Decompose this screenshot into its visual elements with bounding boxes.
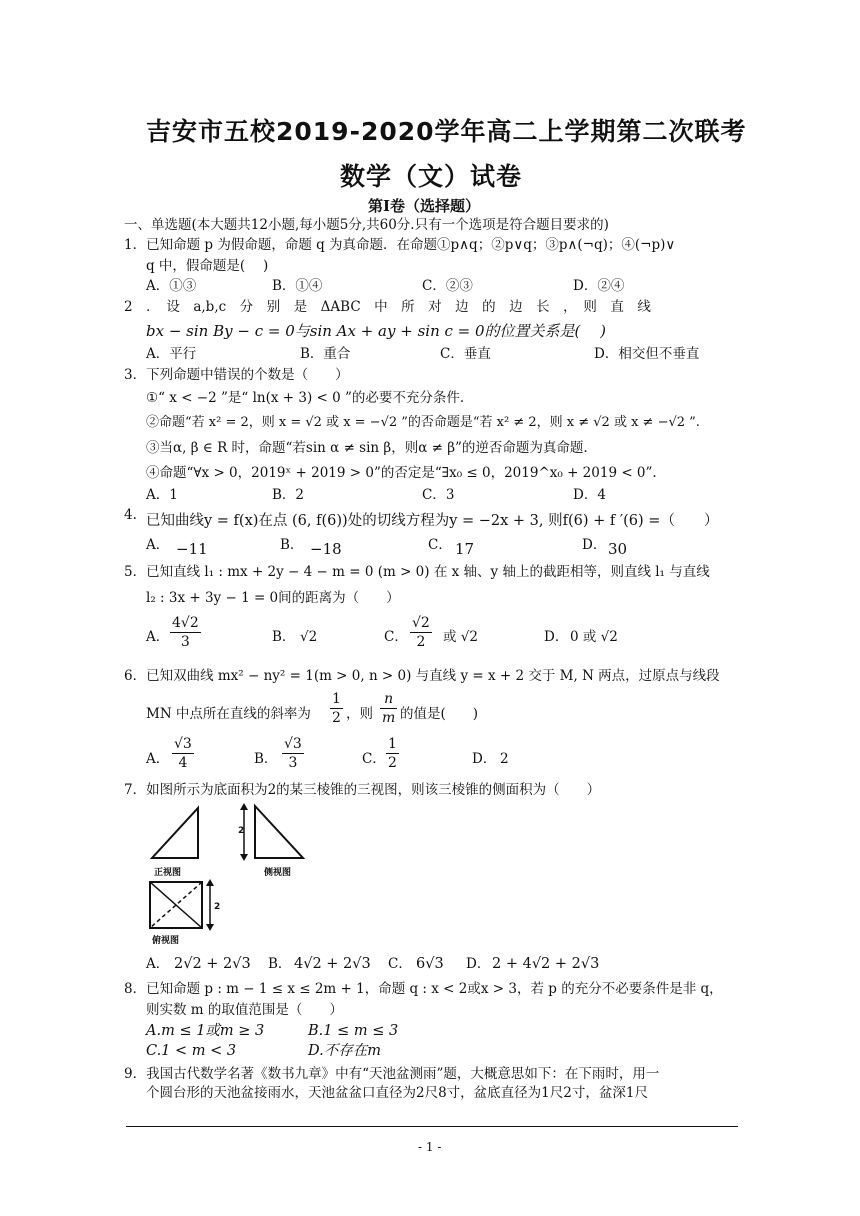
q4-stem: 已知曲线y = f(x)在点 (6, f(6))处的切线方程为y = −2x + 3, 则f(6) + f ′(6) =（ ） xyxy=(146,513,719,529)
q1-option-b: B．①④ xyxy=(272,278,323,294)
footer-divider xyxy=(126,1126,738,1127)
q7-option-d-value: 2 + 4√2 + 2√3 xyxy=(492,956,600,972)
q9-stem-line2: 个圆台形的天池盆接雨水，天池盆盆口直径为2尺8寸，盆底直径为1尺2寸，盆深1尺 xyxy=(146,1085,648,1101)
q5-stem-line1: 5．已知直线 l₁ : mx + 2y − 4 − m = 0 (m > 0) 在 x 轴、y 轴上的截距相等，则直线 l₁ 与直线 xyxy=(124,564,710,580)
q8-option-b: B.1 ≤ m ≤ 3 xyxy=(308,1023,399,1039)
q1-stem-line2: q 中，假命题是( ) xyxy=(146,258,269,274)
q3-statement-3: ③当α, β ∈ R 时，命题“若sin α ≠ sin β，则α ≠ β”的逆否命题为真命题. xyxy=(146,440,588,456)
q8-option-a: A.m ≤ 1或m ≥ 3 xyxy=(146,1023,265,1039)
q6-stem-line2b: ，则 xyxy=(346,706,373,722)
q3-option-a: A．1 xyxy=(146,487,178,503)
q2-option-a: A．平行 xyxy=(146,346,197,362)
q5-option-b-label: B． xyxy=(272,629,296,645)
part-heading: 一、单选题(本大题共12小题,每小题5分,共60分.只有一个选项是符合题目要求的) xyxy=(124,217,609,233)
q9-stem-line1: 9．我国古代数学名著《数书九章》中有“天池盆测雨”题，大概意思如下：在下雨时，用一 xyxy=(124,1066,660,1082)
q2-stem-line1: 2 ． 设 a,b,c 分 别 是 ΔABC 中 所 对 边 的 边 长 ， 则 直 线 xyxy=(124,299,651,315)
section-heading: 第Ⅰ卷（选择题） xyxy=(368,197,481,215)
q6-option-b-label: B． xyxy=(254,751,278,767)
q6-option-d-value: 2 xyxy=(500,751,509,767)
q8-option-c: C.1 < m < 3 xyxy=(146,1043,237,1059)
q6-option-c-fraction: $\frac{1}{2}$ xyxy=(388,736,397,771)
q5-option-b-value: √2 xyxy=(300,629,318,645)
q7-option-a-value: 2√2 + 2√3 xyxy=(174,956,251,972)
exam-subtitle: 数学（文）试卷 xyxy=(340,162,523,191)
q5-option-d-value: 0 或 √2 xyxy=(570,629,618,645)
q3-option-c: C．3 xyxy=(422,487,455,503)
q7-option-c-label: C． xyxy=(388,956,412,972)
q2-option-d: D．相交但不垂直 xyxy=(594,346,700,362)
q4-option-a-value: −11 xyxy=(176,540,208,558)
q6-option-b-fraction: $\frac{√3}{3}$ xyxy=(284,736,302,771)
q6-stem-line2a: MN 中点所在直线的斜率为 xyxy=(146,706,311,722)
q4-option-b-label: B． xyxy=(280,537,304,553)
q6-stem-line2c: 的值是( ) xyxy=(400,706,479,722)
q8-stem-line2: 则实数 m 的取值范围是（ ） xyxy=(146,1002,343,1018)
q5-option-c-fraction: $\frac{√2}{2}$ xyxy=(412,615,430,650)
q4-option-c-value: 17 xyxy=(455,540,475,558)
q5-option-a-label: A． xyxy=(146,629,170,645)
q4-number: 4. xyxy=(124,507,137,523)
q2-option-b: B．重合 xyxy=(300,346,351,362)
front-view-triangle xyxy=(152,808,198,858)
q3-option-d: D．4 xyxy=(573,487,606,503)
q1-option-c: C．②③ xyxy=(422,278,473,294)
q5-option-c-label: C． xyxy=(384,629,408,645)
side-view-triangle xyxy=(255,806,303,858)
q2-option-c: C．垂直 xyxy=(440,346,491,362)
q6-slope-fraction: $\frac{1}{2}$ xyxy=(332,691,341,726)
q3-stem: 3．下列命题中错误的个数是（ ） xyxy=(124,367,349,383)
q2-stem-line2: bx − sin By − c = 0与sin Ax + ay + sin c = 0的位置关系是( ) xyxy=(146,322,607,340)
q1-option-d: D．②④ xyxy=(573,278,625,294)
q7-option-b-value: 4√2 + 2√3 xyxy=(294,956,371,972)
q6-option-a-label: A． xyxy=(146,751,170,767)
q8-option-d: D.不存在m xyxy=(308,1043,381,1059)
exam-title: 吉安市五校2019-2020学年高二上学期第二次联考 xyxy=(146,117,747,146)
q3-option-b: B．2 xyxy=(272,487,305,503)
top-dimension-label: 2 xyxy=(214,902,221,912)
q3-statement-1: ①“ x < −2 ”是“ ln(x + 3) < 0 ”的必要不充分条件. xyxy=(146,390,465,406)
page-number: - 1 - xyxy=(418,1140,442,1154)
q7-option-d-label: D． xyxy=(466,956,491,972)
caption-side-view: 侧视图 xyxy=(264,868,292,878)
q7-option-c-value: 6√3 xyxy=(416,956,444,972)
q5-option-a-fraction: $\frac{4√2}{3}$ xyxy=(172,615,199,650)
q5-option-d-label: D． xyxy=(544,629,569,645)
q7-option-a-label: A． xyxy=(146,956,170,972)
side-dimension-label: 2 xyxy=(238,826,245,836)
q4-option-a-label: A． xyxy=(146,537,170,553)
caption-front-view: 正视图 xyxy=(154,868,182,878)
q4-option-d-label: D． xyxy=(582,537,607,553)
q5-option-c-rest: 或 √2 xyxy=(443,629,478,645)
q6-ratio-fraction: $\frac{n}{m}$ xyxy=(382,691,396,726)
q6-stem-line1: 6．已知双曲线 mx² − ny² = 1(m > 0, n > 0) 与直线 y = x + 2 交于 M, N 两点，过原点与线段 xyxy=(124,668,720,684)
q4-option-b-value: −18 xyxy=(310,540,342,558)
q3-statement-2: ②命题“若 x² = 2，则 x = √2 或 x = −√2 ”的否命题是“若 x² ≠ 2，则 x ≠ √2 或 x ≠ −√2 ”. xyxy=(146,415,700,430)
q4-option-c-label: C． xyxy=(428,537,452,553)
q6-option-d-label: D． xyxy=(472,751,497,767)
q7-option-b-label: B． xyxy=(268,956,292,972)
q6-option-a-fraction: $\frac{√3}{4}$ xyxy=(174,736,192,771)
q6-option-c-label: C． xyxy=(362,751,386,767)
caption-top-view: 俯视图 xyxy=(152,936,180,946)
q1-option-a: A．①③ xyxy=(146,278,197,294)
q1-stem-line1: 1．已知命题 p 为假命题，命题 q 为真命题．在命题①p∧q；②p∨q；③p∧(¬q)；④(¬p)∨ xyxy=(124,237,676,253)
q5-stem-line2: l₂ : 3x + 3y − 1 = 0间的距离为（ ） xyxy=(146,590,400,606)
q3-statement-4: ④命题“∀x > 0，2019ˣ + 2019 > 0”的否定是“∃x₀ ≤ 0，2019^x₀ + 2019 < 0”. xyxy=(146,465,657,481)
q8-stem-line1: 8．已知命题 p : m − 1 ≤ x ≤ 2m + 1，命题 q : x < 2或x > 3，若 p 的充分不必要条件是非 q， xyxy=(124,981,723,997)
q4-option-d-value: 30 xyxy=(608,540,628,558)
q7-stem: 7．如图所示为底面积为2的某三棱锥的三视图，则该三棱锥的侧面积为（ ） xyxy=(124,782,601,798)
